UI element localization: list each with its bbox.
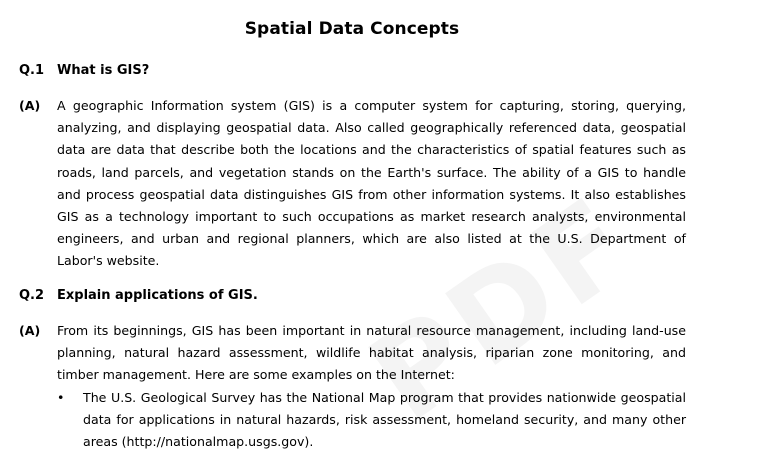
- answer-1: [19, 95, 686, 273]
- list-item: • The U.S. Geological Survey has the National Map program that provides nationwide geospatial data for applications in natural hazards, risk assessment, homeland security, and many other areas (http://nationalmap.usgs.gov).: [57, 387, 686, 453]
- question-2: [19, 288, 258, 303]
- question-2-text: Explain applications of GIS.: [57, 288, 258, 303]
- answer-1-text: A geographic Information system (GIS) is a computer system for capturing, storing, querying, analyzing, and displaying geospatial data. Also called geographically referenced data, geospatial data are data that describe both the locations and the characteristics of spatial features such as roads, land parcels, and vegetation stands on the Earth's surface. The ability of a GIS to handle and process geospatial data distinguishes GIS from other information systems. It also establishes GIS as a technology important to such occupations as market research analysts, environmental engineers, and urban and regional planners, which are also listed at the U.S. Department of Labor's website.: [57, 98, 686, 269]
- question-2-number: Q.2: [19, 288, 45, 303]
- answer-2: [19, 320, 686, 453]
- answer-2-body: [57, 320, 686, 453]
- answer-1-label: (A): [19, 98, 41, 113]
- question-1: [19, 63, 149, 78]
- answer-2-bullet-list: [57, 387, 686, 453]
- question-1-number: Q.1: [19, 63, 45, 78]
- answer-2-label: (A): [19, 323, 41, 338]
- question-1-text: What is GIS?: [57, 63, 150, 78]
- answer-2-text: From its beginnings, GIS has been important in natural resource management, including land-use planning, natural hazard assessment, wildlife habitat analysis, riparian zone monitoring, and timber management. Here are some examples on the Internet:: [57, 323, 686, 383]
- page-title: Spatial Data Concepts: [244, 19, 460, 39]
